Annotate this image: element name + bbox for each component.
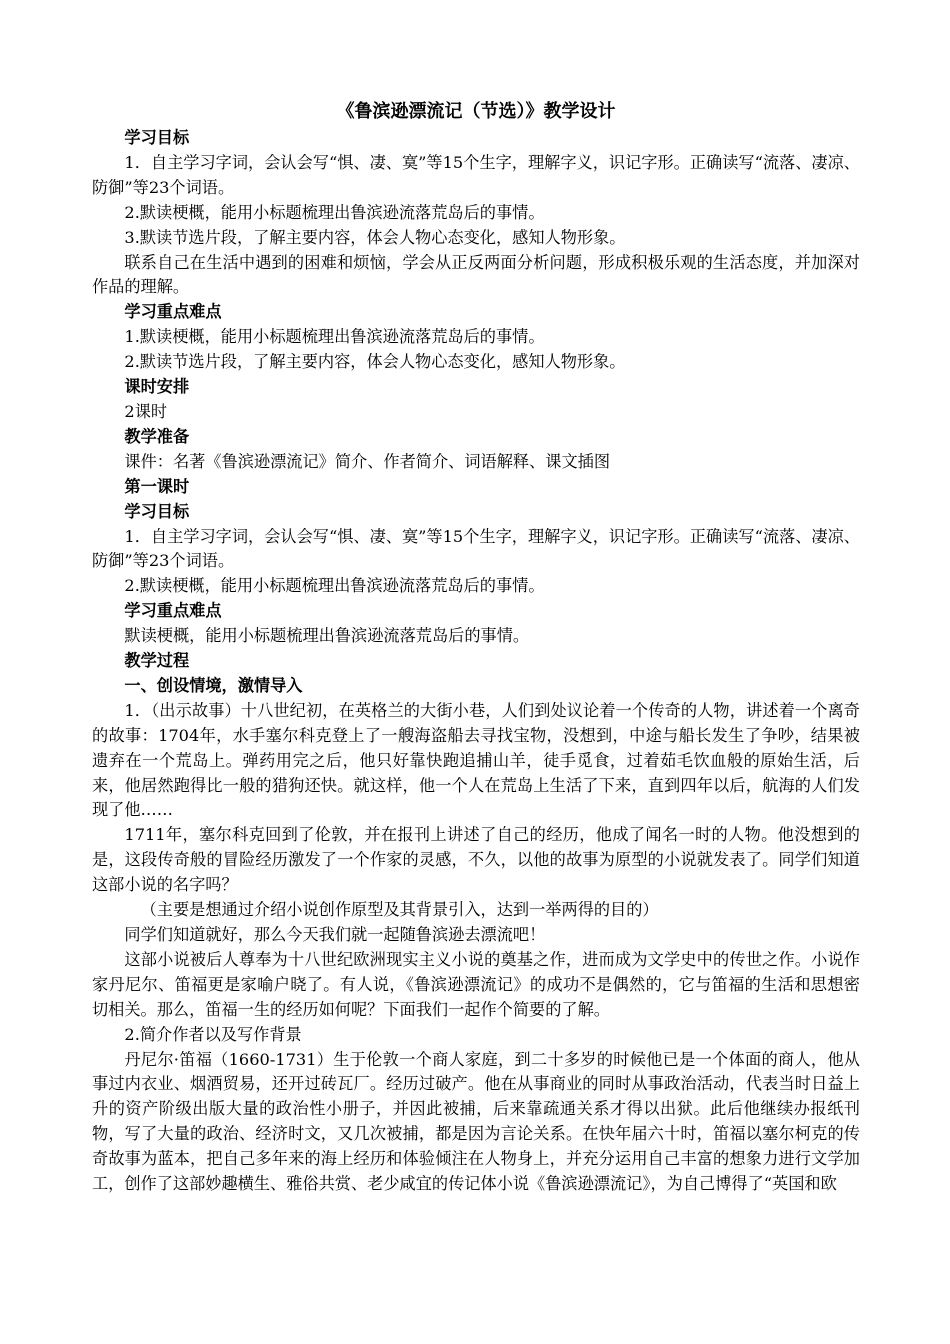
- paragraph: 2.默读梗概，能用小标题梳理出鲁滨逊流落荒岛后的事情。: [124, 576, 545, 596]
- section-heading: 教学过程: [124, 651, 190, 671]
- paragraph: 3.默读节选片段，了解主要内容，体会人物心态变化，感知人物形象。: [124, 227, 626, 247]
- paragraph: 1．（出示故事）十八世纪初，在英格兰的大街小巷，人们到处议论着一个传奇的人物，讲述着一个离奇的故事：1704年，水手塞尔科克登上了一艘海盗船去寻找宝物，没想到，中途与船长发生了争吵，结果被遗弃在一个荒岛上。弹药用完之后，他只好靠快跑追捕山羊，徒手觅食，过着茹毛饮血般的原始生活，后来，他居然跑得比一般的猎狗还快。就这样，他一个人在荒岛上生活了下来，直到四年以后，航海的人们发现了他……: [92, 700, 860, 820]
- section-heading: 学习重点难点: [124, 302, 222, 322]
- paragraph: 1711年，塞尔科克回到了伦敦，并在报刊上讲述了自己的经历，他成了闻名一时的人物。他没想到的是，这段传奇般的冒险经历激发了一个作家的灵感，不久，以他的故事为原型的小说就发表了。同学们知道这部小说的名字吗？: [92, 825, 860, 895]
- document-body: [92, 126, 860, 1197]
- paragraph: 1．自主学习字词，会认会写“惧、凄、寞”等15个生字，理解字义，识记字形。正确读写“流落、凄凉、防御”等23个词语。: [92, 152, 860, 197]
- paragraph: 2.默读节选片段，了解主要内容，体会人物心态变化，感知人物形象。: [124, 352, 626, 372]
- section-heading: 学习重点难点: [124, 601, 222, 621]
- section-heading: 学习目标: [124, 128, 190, 147]
- section-heading: 课时安排: [124, 377, 190, 397]
- paragraph: 1.默读梗概，能用小标题梳理出鲁滨逊流落荒岛后的事情。: [124, 327, 545, 347]
- section-heading: 一、创设情境，激情导入: [124, 675, 303, 695]
- paragraph: 课件：名著《鲁滨逊漂流记》简介、作者简介、词语解释、课文插图: [124, 451, 611, 471]
- section-heading: 学习目标: [124, 501, 190, 521]
- document-title: 《鲁滨逊漂流记（节选）》教学设计: [336, 101, 616, 122]
- section-heading: 第一课时: [124, 476, 190, 496]
- paragraph: 同学们知道就好，那么今天我们就一起随鲁滨逊去漂流吧！: [124, 925, 546, 944]
- paragraph: 1．自主学习字词，会认会写“惧、凄、寞”等15个生字，理解字义，识记字形。正确读写“流落、凄凉、防御”等23个词语。: [92, 526, 860, 571]
- paragraph: 2课时: [124, 401, 168, 421]
- paragraph: （主要是想通过介绍小说创作原型及其背景引入，达到一举两得的目的）: [140, 900, 659, 920]
- paragraph: 联系自己在生活中遇到的困难和烦恼，学会从正反两面分析问题，形成积极乐观的生活态度，并加深对作品的理解。: [92, 252, 860, 297]
- paragraph: 这部小说被后人尊奉为十八世纪欧洲现实主义小说的奠基之作，进而成为文学史中的传世之作。小说作家丹尼尔、笛福更是家喻户晓了。有人说，《鲁滨逊漂流记》的成功不是偶然的，它与笛福的生活和思想密切相关。那么，笛福一生的经历如何呢？下面我们一起作个简要的了解。: [92, 949, 860, 1019]
- paragraph: 2.默读梗概，能用小标题梳理出鲁滨逊流落荒岛后的事情。: [124, 202, 545, 222]
- paragraph: 2.简介作者以及写作背景: [124, 1024, 302, 1044]
- paragraph: 丹尼尔·笛福（1660-1731）生于伦敦一个商人家庭，到二十多岁的时候他已是一个体面的商人，他从事过内衣业、烟酒贸易，还开过砖瓦厂。经历过破产。他在从事商业的同时从事政治活动，代表当时日益上升的资产阶级出版大量的政治性小册子，并因此被捕，后来靠疏通关系才得以出狱。此后他继续办报纸刊物，写了大量的政治、经济时文，又几次被捕，都是因为言论关系。在快年届六十时，笛福以塞尔柯克的传奇故事为蓝本，把自己多年来的海上经历和体验倾注在人物身上，并充分运用自己丰富的想象力进行文学加工，创作了这部妙趣横生、雅俗共赏、老少咸宜的传记体小说《鲁滨逊漂流记》，为自己博得了“英国和欧: [92, 1049, 860, 1194]
- section-heading: 教学准备: [124, 426, 190, 446]
- paragraph: 默读梗概，能用小标题梳理出鲁滨逊流落荒岛后的事情。: [124, 626, 530, 646]
